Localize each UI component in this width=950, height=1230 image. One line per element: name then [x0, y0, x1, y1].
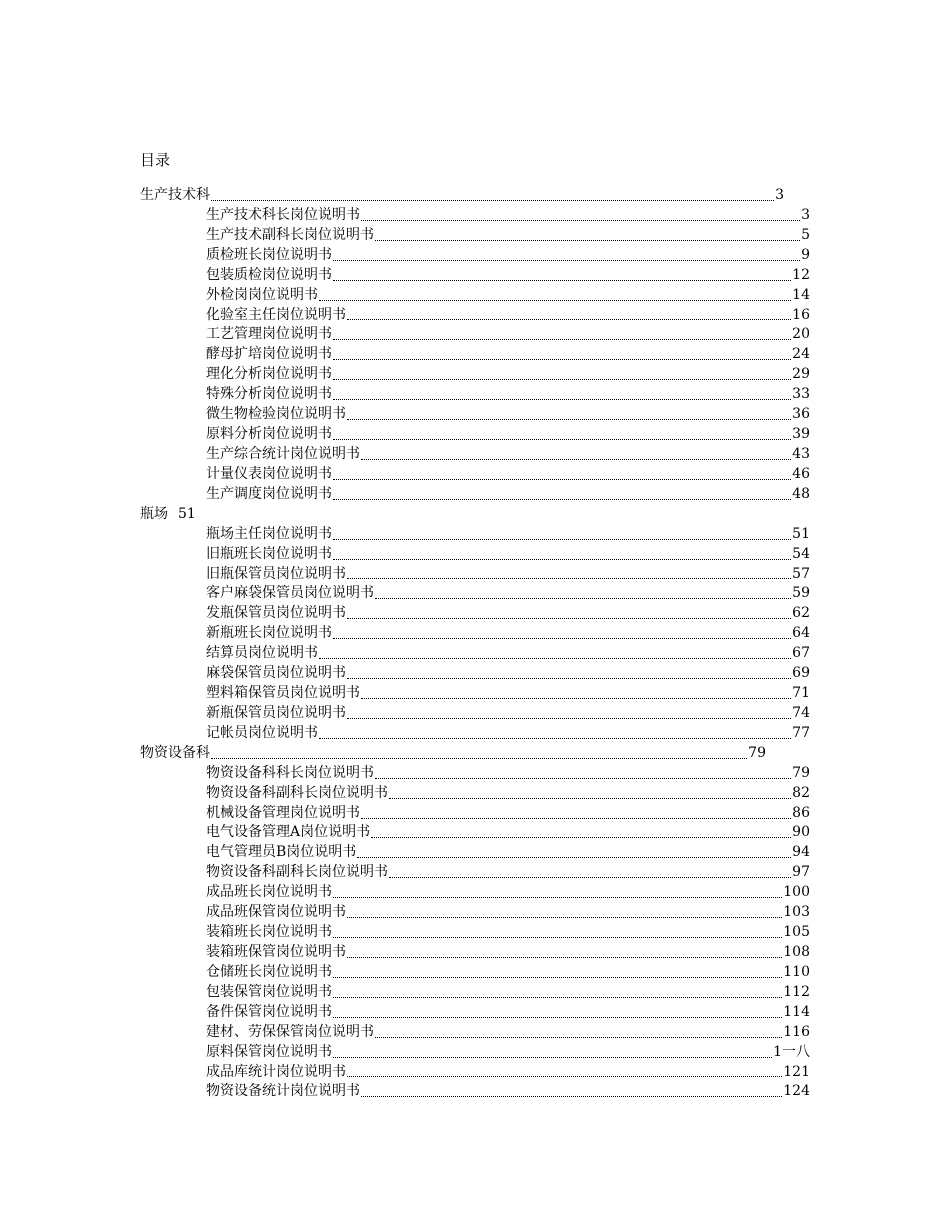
toc-entry-label: 包装保管岗位说明书	[206, 983, 332, 1000]
dot-leader	[347, 319, 791, 320]
toc-entry-label: 塑料箱保管员岗位说明书	[206, 685, 360, 702]
dot-leader	[347, 917, 782, 918]
toc-page-number: 3	[775, 186, 784, 203]
toc-entry-label: 成品班保管岗位说明书	[206, 904, 346, 921]
toc-page-number: 64	[792, 625, 810, 642]
dot-leader	[333, 997, 782, 998]
toc-entry-label: 原料分析岗位说明书	[206, 426, 332, 443]
dot-leader	[333, 1017, 782, 1018]
toc-page-number: 108	[783, 944, 810, 961]
dot-leader	[347, 957, 782, 958]
toc-section-label: 物资设备科	[140, 744, 210, 761]
toc-entry-label: 成品班长岗位说明书	[206, 884, 332, 901]
dot-leader	[333, 439, 791, 440]
toc-entry[interactable]	[140, 883, 810, 903]
toc-page-number: 67	[792, 645, 810, 662]
dot-leader	[347, 678, 791, 679]
toc-page-number: 39	[792, 426, 810, 443]
toc-entry[interactable]	[140, 365, 810, 385]
toc-page-number: 14	[792, 286, 810, 303]
toc-entry-label: 生产综合统计岗位说明书	[206, 445, 360, 462]
dot-leader	[357, 857, 791, 858]
toc-page-number: 24	[792, 346, 810, 363]
toc-page-number: 79	[792, 764, 810, 781]
toc-entry-label: 装箱班长岗位说明书	[206, 924, 332, 941]
toc-page-number: 82	[792, 784, 810, 801]
toc-page-number: 97	[792, 864, 810, 881]
toc-page-number: 69	[792, 665, 810, 682]
toc-entry[interactable]	[140, 704, 810, 724]
dot-leader	[347, 578, 791, 579]
toc-entry[interactable]	[140, 1023, 810, 1043]
dot-leader	[375, 598, 791, 599]
toc-entry-label: 原料保管岗位说明书	[206, 1043, 332, 1060]
toc-entry[interactable]	[140, 1063, 810, 1083]
toc-page-number: 86	[792, 804, 810, 821]
toc-entry[interactable]	[140, 1043, 810, 1063]
toc-entry-label: 生产调度岗位说明书	[206, 485, 332, 502]
toc-entry[interactable]	[140, 863, 810, 883]
toc-entry[interactable]	[140, 963, 810, 983]
toc-entry[interactable]	[140, 1082, 810, 1102]
toc-entry-label: 记帐员岗位说明书	[206, 724, 318, 741]
toc-entry[interactable]	[140, 724, 810, 744]
toc-page-number: 29	[792, 366, 810, 383]
toc-entry-label: 生产技术副科长岗位说明书	[206, 226, 374, 243]
dot-leader	[333, 280, 791, 281]
dot-leader	[333, 897, 782, 898]
toc-entry[interactable]	[140, 226, 810, 246]
toc-entry-label: 机械设备管理岗位说明书	[206, 804, 360, 821]
toc-entry[interactable]	[140, 784, 810, 804]
toc-page-number: 9	[801, 246, 810, 263]
toc-page-number: 71	[792, 685, 810, 702]
toc-page-number: 12	[792, 266, 810, 283]
dot-leader	[375, 1037, 782, 1038]
toc-entry-label: 外检岗岗位说明书	[206, 286, 318, 303]
toc-entry-label: 特殊分析岗位说明书	[206, 386, 332, 403]
toc-page-number: 105	[783, 924, 810, 941]
toc-entry[interactable]	[140, 664, 810, 684]
toc-entry-label: 计量仪表岗位说明书	[206, 465, 332, 482]
toc-page-number: 57	[792, 565, 810, 582]
toc-page-number: 74	[792, 704, 810, 721]
dot-leader	[319, 300, 791, 301]
toc-page-number: 59	[792, 585, 810, 602]
toc-entry-label: 微生物检验岗位说明书	[206, 406, 346, 423]
dot-leader	[347, 1076, 782, 1077]
dot-leader	[333, 479, 791, 480]
toc-entry-label: 新瓶班长岗位说明书	[206, 625, 332, 642]
table-of-contents	[140, 186, 810, 1102]
toc-entry[interactable]	[140, 206, 810, 226]
toc-page-number: 103	[783, 904, 810, 921]
toc-entry-label: 理化分析岗位说明书	[206, 366, 332, 383]
toc-entry[interactable]	[140, 345, 810, 365]
toc-page-number: 62	[792, 605, 810, 622]
dot-leader	[319, 658, 791, 659]
toc-page-number: 48	[792, 485, 810, 502]
toc-entry[interactable]	[140, 545, 810, 565]
toc-entry[interactable]	[140, 983, 810, 1003]
toc-page-number: 43	[792, 445, 810, 462]
toc-entry[interactable]	[140, 943, 810, 963]
dot-leader	[361, 698, 791, 699]
toc-entry-label: 客户麻袋保管员岗位说明书	[206, 585, 374, 602]
toc-entry-label: 物资设备统计岗位说明书	[206, 1083, 360, 1100]
dot-leader	[333, 379, 791, 380]
dot-leader	[333, 399, 791, 400]
toc-entry[interactable]	[140, 445, 810, 465]
toc-page-number: 121	[783, 1063, 810, 1080]
dot-leader	[333, 499, 791, 500]
toc-entry-label: 发瓶保管员岗位说明书	[206, 605, 346, 622]
toc-page-number: 5	[801, 226, 810, 243]
toc-page-number: 100	[783, 884, 810, 901]
toc-entry-label: 旧瓶班长岗位说明书	[206, 545, 332, 562]
toc-entry[interactable]	[140, 604, 810, 624]
dot-leader	[333, 937, 782, 938]
dot-leader	[347, 419, 791, 420]
toc-page-number: 94	[792, 844, 810, 861]
toc-page-number: 20	[792, 326, 810, 343]
dot-leader	[333, 638, 791, 639]
dot-leader	[333, 977, 782, 978]
toc-entry-label: 物资设备科科长岗位说明书	[206, 764, 374, 781]
toc-entry[interactable]	[140, 306, 810, 326]
toc-entry[interactable]	[140, 624, 810, 644]
toc-entry-label: 生产技术科长岗位说明书	[206, 206, 360, 223]
toc-page-number: 33	[792, 386, 810, 403]
dot-leader	[333, 339, 791, 340]
toc-page-number: 51	[792, 525, 810, 542]
toc-section-row[interactable]	[140, 186, 784, 206]
dot-leader	[211, 200, 774, 201]
toc-entry[interactable]	[140, 903, 810, 923]
toc-entry[interactable]	[140, 325, 810, 345]
toc-page-number: 79	[748, 744, 766, 761]
toc-entry-label: 质检班长岗位说明书	[206, 246, 332, 263]
toc-entry-label: 电气管理员B岗位说明书	[206, 844, 357, 861]
toc-page-number: 110	[783, 963, 810, 980]
toc-entry-label: 物资设备科副科长岗位说明书	[206, 784, 388, 801]
dot-leader	[333, 559, 791, 560]
toc-entry[interactable]	[140, 565, 810, 585]
toc-entry-label: 电气设备管理A岗位说明书	[206, 824, 371, 841]
toc-page-number: 54	[792, 545, 810, 562]
dot-leader	[361, 220, 800, 221]
dot-leader	[375, 240, 800, 241]
dot-leader	[333, 539, 791, 540]
toc-page-number: 90	[792, 824, 810, 841]
dot-leader	[389, 877, 791, 878]
toc-page-number: 46	[792, 465, 810, 482]
toc-page-number: 77	[792, 724, 810, 741]
toc-section-label: 瓶场	[140, 505, 168, 522]
toc-entry-label: 工艺管理岗位说明书	[206, 326, 332, 343]
toc-page-number: 124	[783, 1083, 810, 1100]
toc-page-number: 1一八	[773, 1043, 810, 1060]
toc-entry-label: 瓶场主任岗位说明书	[206, 525, 332, 542]
dot-leader	[375, 778, 791, 779]
dot-leader	[347, 618, 791, 619]
toc-entry-label: 装箱班保管岗位说明书	[206, 944, 346, 961]
dot-leader	[333, 1057, 772, 1058]
toc-page-number: 112	[783, 983, 810, 1000]
toc-page-number: 116	[783, 1023, 810, 1040]
toc-entry[interactable]	[140, 1003, 810, 1023]
dot-leader	[347, 718, 791, 719]
toc-entry-label: 结算员岗位说明书	[206, 645, 318, 662]
toc-section-row[interactable]	[140, 505, 810, 525]
toc-entry-label: 酵母扩培岗位说明书	[206, 346, 332, 363]
toc-entry[interactable]	[140, 286, 810, 306]
toc-entry[interactable]	[140, 425, 810, 445]
toc-entry[interactable]	[140, 266, 810, 286]
toc-page-number: 51	[178, 505, 196, 522]
toc-entry[interactable]	[140, 405, 810, 425]
toc-entry[interactable]	[140, 923, 810, 943]
toc-entry-label: 旧瓶保管员岗位说明书	[206, 565, 346, 582]
dot-leader	[371, 837, 791, 838]
toc-section-label: 生产技术科	[140, 186, 210, 203]
toc-entry[interactable]	[140, 843, 810, 863]
dot-leader	[333, 260, 800, 261]
toc-entry[interactable]	[140, 824, 810, 844]
toc-entry[interactable]	[140, 465, 810, 485]
toc-entry[interactable]	[140, 644, 810, 664]
toc-entry-label: 包装质检岗位说明书	[206, 266, 332, 283]
toc-page-number: 16	[792, 306, 810, 323]
dot-leader	[361, 1096, 782, 1097]
toc-entry-label: 化验室主任岗位说明书	[206, 306, 346, 323]
toc-page-number: 36	[792, 406, 810, 423]
toc-entry-label: 建材、劳保保管岗位说明书	[206, 1023, 374, 1040]
toc-entry-label: 成品库统计岗位说明书	[206, 1063, 346, 1080]
toc-entry-label: 备件保管岗位说明书	[206, 1003, 332, 1020]
toc-entry-label: 仓储班长岗位说明书	[206, 963, 332, 980]
toc-entry[interactable]	[140, 584, 810, 604]
dot-leader	[361, 818, 791, 819]
toc-entry[interactable]	[140, 246, 810, 266]
toc-entry[interactable]	[140, 385, 810, 405]
toc-entry[interactable]	[140, 485, 810, 505]
toc-entry-label: 新瓶保管员岗位说明书	[206, 704, 346, 721]
dot-leader	[333, 359, 791, 360]
toc-entry[interactable]	[140, 764, 810, 784]
toc-entry[interactable]	[140, 804, 810, 824]
toc-page-number: 114	[783, 1003, 810, 1020]
dot-leader	[361, 459, 791, 460]
toc-entry-label: 物资设备科副科长岗位说明书	[206, 864, 388, 881]
dot-leader	[211, 758, 747, 759]
toc-page-number: 3	[801, 206, 810, 223]
toc-entry[interactable]	[140, 525, 810, 545]
toc-entry[interactable]	[140, 684, 810, 704]
toc-title: 目录	[140, 151, 171, 169]
dot-leader	[389, 798, 791, 799]
toc-section-row[interactable]	[140, 744, 766, 764]
dot-leader	[319, 738, 791, 739]
toc-entry-label: 麻袋保管员岗位说明书	[206, 665, 346, 682]
